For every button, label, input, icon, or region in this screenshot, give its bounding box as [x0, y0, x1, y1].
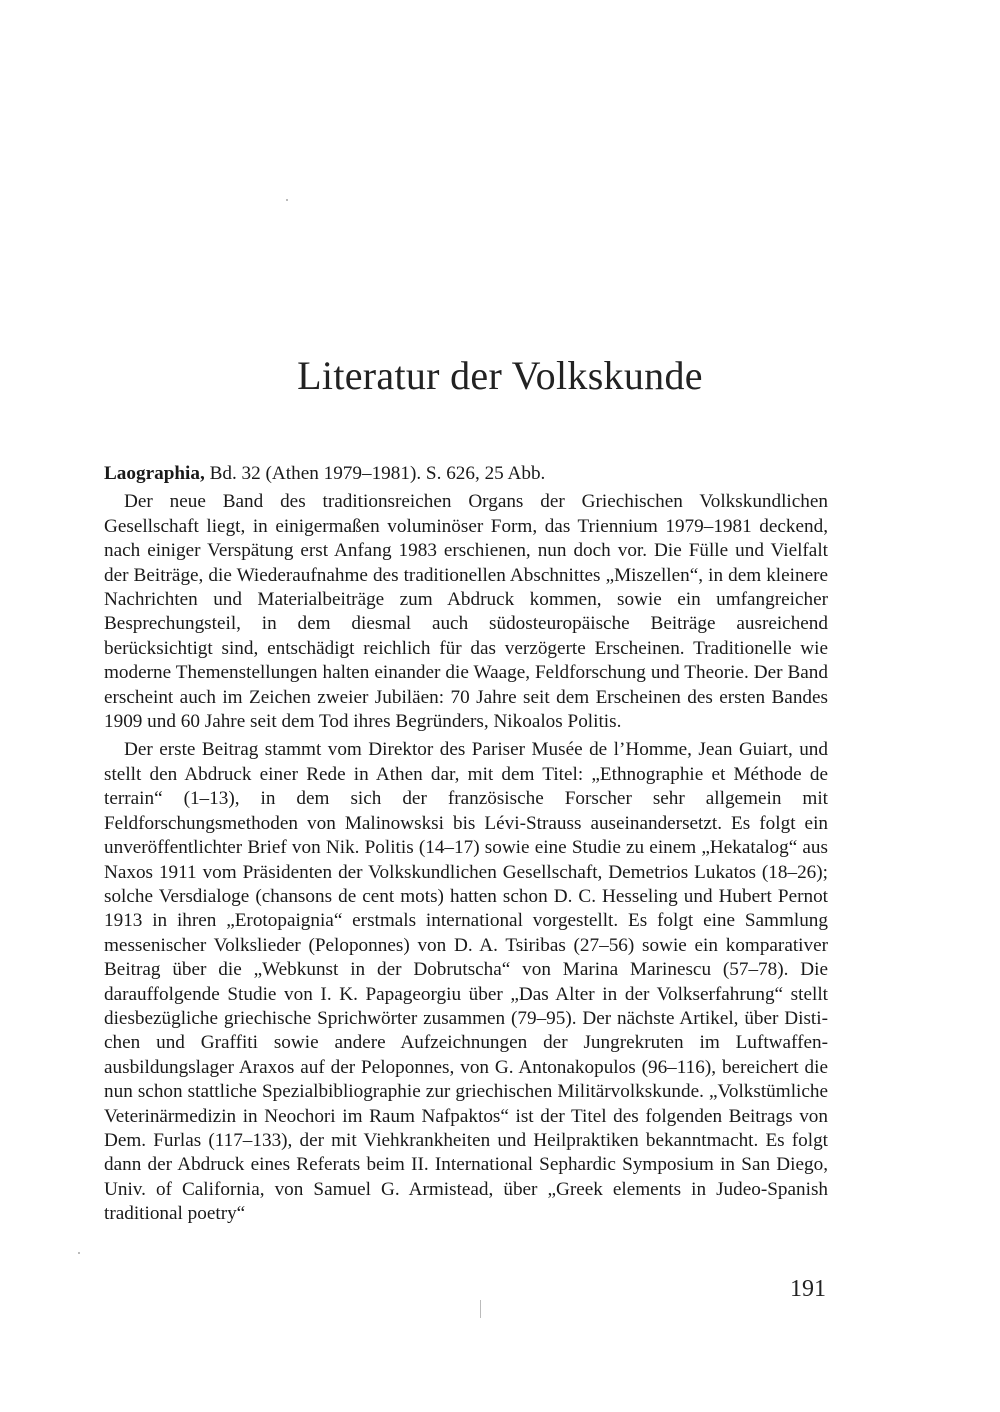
review-body — [104, 462, 828, 1231]
review-paragraph-2: Der erste Beitrag stammt vom Direktor des Pariser Musée de l’Homme, Jean Guiart, und stellt den Abdruck einer Rede in Athen dar, mit dem Titel: „Ethnographie et Méthode de terrain“ (1–13), in dem sich der französische Forscher sehr allgemein mit Feldforschungsmethoden von Malinowsksi bis Lévi-Strauss auseinandersetzt. Es folgt ein unveröffentlichter Brief von Nik. Politis (14–17) sowie eine Studie zu einem „Hekatalog“ aus Naxos 1911 vom Präsidenten der Volkskundlichen Gesellschaft, Demetrios Lukatos (18–26); solche Versdialoge (chansons de cent mots) hatten schon D. C. Hesseling und Hubert Pernot 1913 in ihren „Erotopaignia“ erstmals international vorgestellt. Es folgt eine Sammlung messenischer Volkslieder (Peloponnes) von D. A. Tsiribas (27–56) sowie ein komparativer Beitrag über die „Webkunst in der Dobrutscha“ von Marina Marinescu (57–78). Die darauffolgende Studie von I. K. Papageorgiu über „Das Alter in der Volkserfahrung“ stellt diesbezügliche griechische Sprichwörter zusammen (79–95). Der nächste Artikel, über Distichen und Graffiti sowie andere Aufzeichnungen der Jungrekruten im Luftwaffenausbildungslager Araxos auf der Peloponnes, von G. Antonakopulos (96–116), bereichert die nun schon stattliche Spezialbibliographie zur griechischen Militärvolkskunde. „Volkstümliche Veterinärmedizin in Neochori im Raum Nafpaktos“ ist der Titel des folgenden Beitrags von Dem. Furlas (117–133), der mit Viehkrankheiten und Heilpraktiken bekanntmacht. Es folgt dann der Abdruck eines Referats beim II. International Sephardic Symposium in San Diego, Univ. of California, von Samuel G. Armistead, über „Greek elements in Judeo-Spanish traditional poetry“ — [104, 739, 828, 1225]
review-paragraph-1: Der neue Band des traditionsreichen Organs der Griechischen Volkskundlichen Gesellschaft liegt, in einigermaßen voluminöser Form, das Triennium 1979–1981 deckend, nach einiger Verspätung erst Anfang 1983 erschienen, nun doch vor. Die Fülle und Vielfalt der Beiträge, die Wiederaufnahme des traditionellen Abschnittes „Miszellen“, in dem kleinere Nachrichten und Materialbeiträge zum Abdruck kommen, sowie ein umfangreicher Besprechungsteil, in dem diesmal auch südosteuropäische Beiträge ausreichend berücksichtigt sind, entschädigt reichlich für das verzögerte Erscheinen. Traditionelle wie moderne Themenstellungen halten einander die Waage, Feldforschung und Theorie. Der Band erscheint auch im Zeichen zweier Jubiläen: 70 Jahre seit dem Erscheinen des ersten Bandes 1909 und 60 Jahre seit dem Tod ihres Begründers, Nikoalos Politis. — [104, 491, 828, 733]
journal-details: Bd. 32 (Athen 1979–1981). S. 626, 25 Abb. — [204, 463, 546, 484]
page-number: 191 — [790, 1276, 826, 1302]
scan-speck — [480, 1300, 481, 1318]
review-citation — [104, 462, 828, 486]
scan-speck — [78, 1252, 80, 1254]
section-title: Literatur der Volkskunde — [297, 353, 703, 398]
journal-name: Laographia, — [104, 463, 205, 484]
scan-speck — [286, 199, 288, 201]
